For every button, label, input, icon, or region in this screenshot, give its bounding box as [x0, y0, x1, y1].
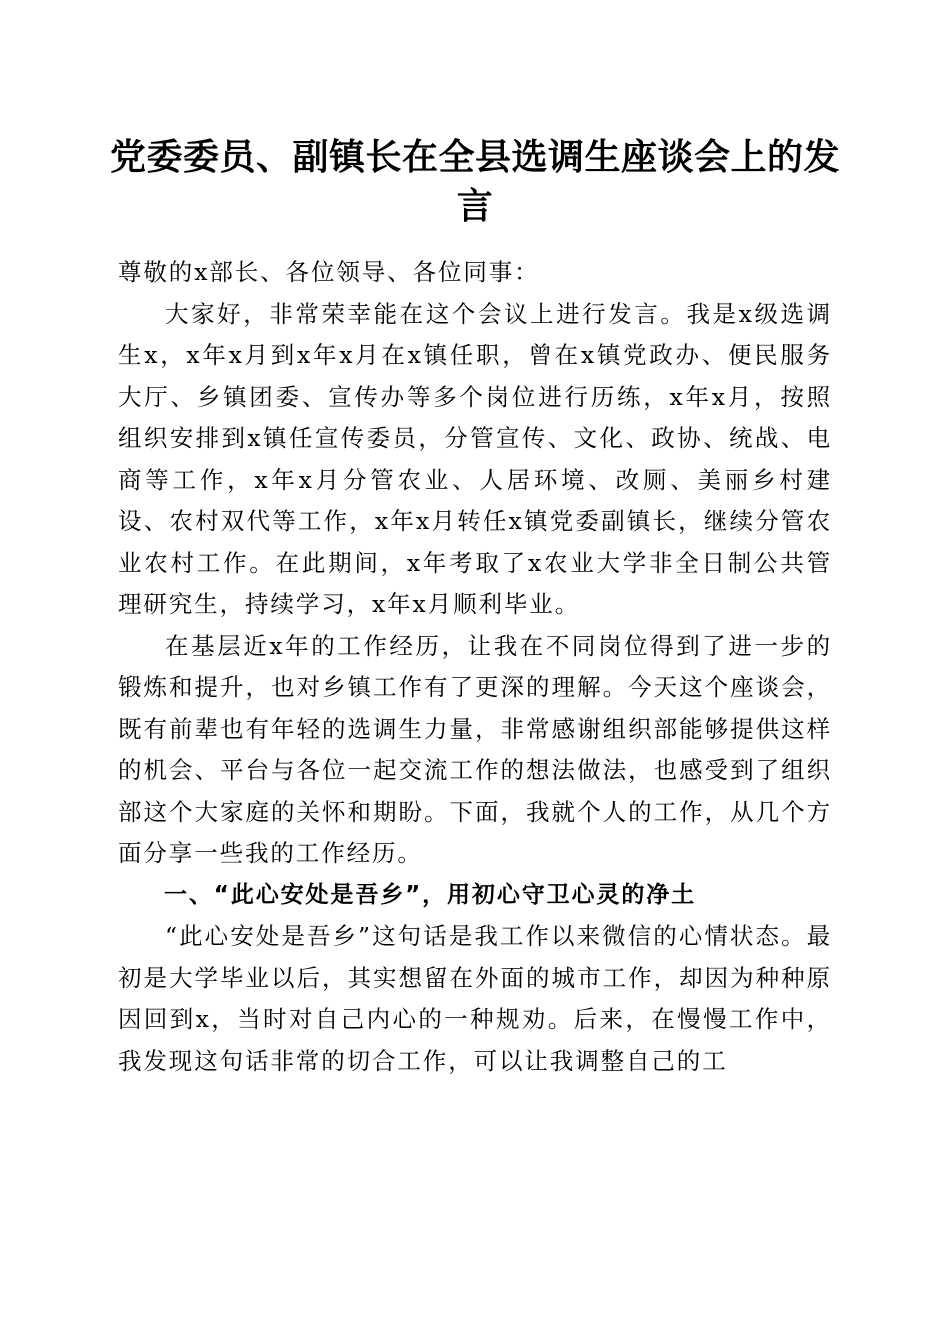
salutation: 尊敬的x部长、各位领导、各位同事： — [118, 258, 540, 286]
paragraph-experience: 在基层近x年的工作经历，让我在不同岗位得到了进一步的锻炼和提升，也对乡镇工作有了更深的理解。今天这个座谈会，既有前辈也有年轻的选调生力量，非常感谢组织部能够提供这样的机会、平台与各位一起交流工作的想法做法，也感受到了组织部这个大家庭的关怀和期盼。下面，我就个人的工作，从几个方面分享一些我的工作经历。 — [118, 631, 832, 867]
document-title: 党委委员、副镇长在全县选调生座谈会上的发言 — [109, 136, 840, 227]
section-heading: 一、“此心安处是吾乡”，用初心守卫心灵的净土 — [164, 881, 697, 908]
section-paragraph: “此心安处是吾乡”这句话是我工作以来微信的心情状态。最初是大学毕业以后，其实想留在外面的城市工作，却因为种种原因回到x，当时对自己内心的一种规劝。后来，在慢慢工作中，我发现这句话非常的切合工作，可以让我调整自己的工 — [118, 922, 832, 1075]
paragraph-introduction: 大家好，非常荣幸能在这个会议上进行发言。我是x级选调生x，x年x月到x年x月在x镇任职，曾在x镇党政办、便民服务大厅、乡镇团委、宣传办等多个岗位进行历练，x年x月，按照组织安排到x镇任宣传委员，分管宣传、文化、政协、统战、电商等工作，x年x月分管农业、人居环境、改厕、美丽乡村建设、农村双代等工作，x年x月转任x镇党委副镇长，继续分管农业农村工作。在此期间，x年考取了x农业大学非全日制公共管理研究生，持续学习，x年x月顺利毕业。 — [118, 299, 832, 618]
document-body — [118, 252, 832, 1082]
